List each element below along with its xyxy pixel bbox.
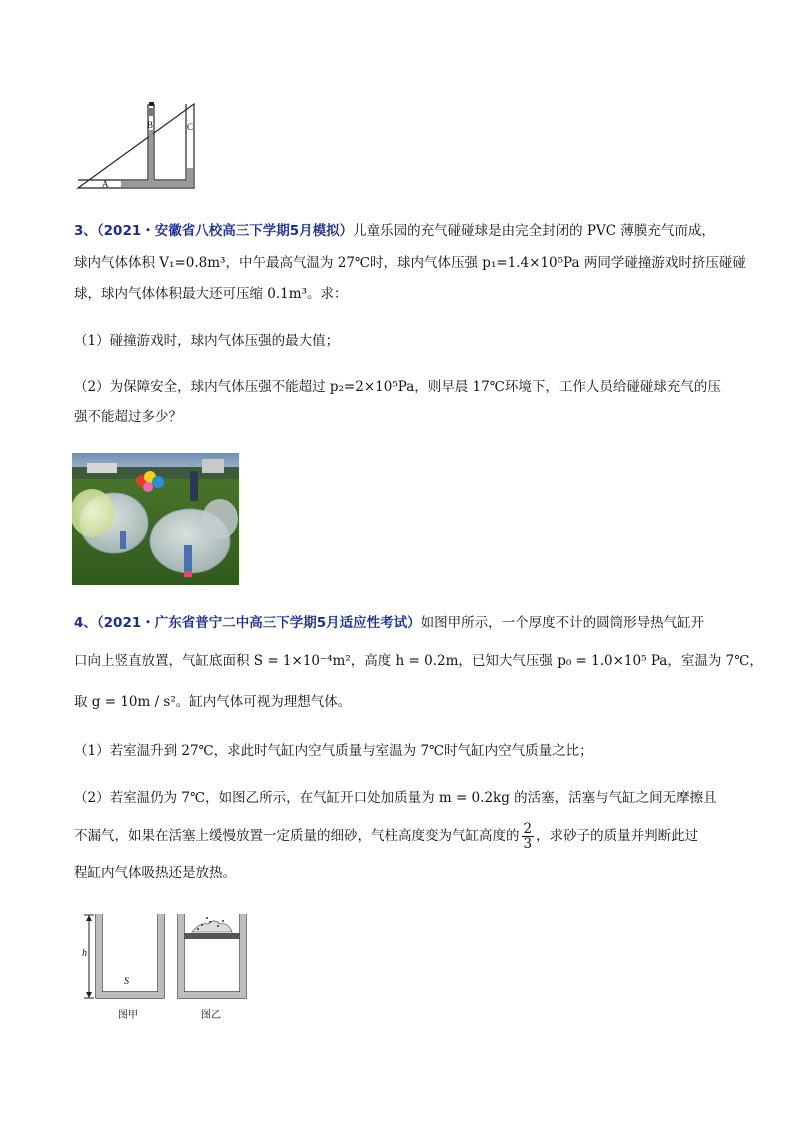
q3-line-3: 球，球内气体体积最大还可压缩 0.1m³。求： bbox=[74, 286, 348, 302]
caption-right: 图乙 bbox=[201, 1010, 221, 1021]
q4-sub-1: （1）若室温升到 27℃，求此时气缸内空气质量与室温为 7℃时气缸内空气质量之比； bbox=[74, 743, 593, 759]
q3-line-1 bbox=[74, 221, 715, 241]
fraction-two-thirds bbox=[522, 822, 535, 851]
q3-sub-2-line-1: （2）为保障安全，球内气体压强不能超过 p₂=2×10⁵Pa，则早晨 17℃环境下，工作人员给碰碰球充气的压 bbox=[74, 379, 721, 395]
q4-sub-2-line-2 bbox=[74, 822, 698, 851]
cylinder-drawing bbox=[80, 910, 255, 1025]
u-tube-figure bbox=[76, 100, 198, 192]
q4-sub-2-line-3: 程缸内气体吸热还是放热。 bbox=[74, 865, 236, 881]
q4-line-1 bbox=[74, 613, 704, 633]
q4-line-3: 取 g = 10m / s²。缸内气体可视为理想气体。 bbox=[74, 694, 352, 710]
q3-text-1: 儿童乐园的充气碰碰球是由完全封闭的 PVC 薄膜充气而成， bbox=[353, 223, 715, 239]
label-c: C bbox=[187, 122, 194, 132]
q3-sub-1: （1）碰撞游戏时，球内气体压强的最大值； bbox=[74, 333, 340, 349]
q4-source: （2021・广东省普宁二中高三下学期5月适应性考试） bbox=[96, 615, 421, 631]
label-h: h bbox=[82, 948, 87, 959]
bumper-ball-photo bbox=[72, 453, 239, 585]
q4-line-2: 口向上竖直放置，气缸底面积 S = 1×10⁻⁴m²，高度 h = 0.2m，已知大气压强 p₀ = 1.0×10⁵ Pa，室温为 7℃， bbox=[74, 653, 763, 669]
q3-source: （2021・安徽省八校高三下学期5月模拟） bbox=[96, 223, 354, 239]
q4-text-1: 如图甲所示，一个厚度不计的圆筒形导热气缸开 bbox=[420, 615, 705, 631]
fraction-numerator: 2 bbox=[523, 821, 533, 837]
label-s: S bbox=[124, 976, 129, 987]
fraction-denominator: 3 bbox=[523, 836, 533, 852]
cylinder-figure bbox=[80, 910, 255, 1025]
q4-sub-2-text-a: 不漏气，如果在活塞上缓慢放置一定质量的细砂，气柱高度变为气缸高度的 bbox=[74, 828, 520, 844]
q3-line-2: 球内气体体积 V₁=0.8m³，中午最高气温为 27℃时，球内气体压强 p₁=1.4×10⁵Pa 两同学碰撞游戏时挤压碰碰 bbox=[74, 255, 746, 271]
q3-number: 3、 bbox=[74, 223, 97, 239]
bumper-ball-image bbox=[72, 453, 239, 585]
label-a: A bbox=[102, 179, 109, 189]
q3-sub-2-line-2: 强不能超过多少？ bbox=[74, 409, 182, 425]
q4-sub-2-line-1: （2）若室温仍为 7℃，如图乙所示，在气缸开口处加质量为 m = 0.2kg 的活塞，活塞与气缸之间无摩擦且 bbox=[74, 790, 717, 806]
caption-left: 图甲 bbox=[118, 1010, 138, 1021]
q4-sub-2-text-b: ，求砂子的质量并判断此过 bbox=[536, 828, 699, 844]
label-b: B bbox=[147, 120, 154, 130]
q4-number: 4、 bbox=[74, 615, 97, 631]
u-tube-drawing bbox=[76, 100, 198, 192]
